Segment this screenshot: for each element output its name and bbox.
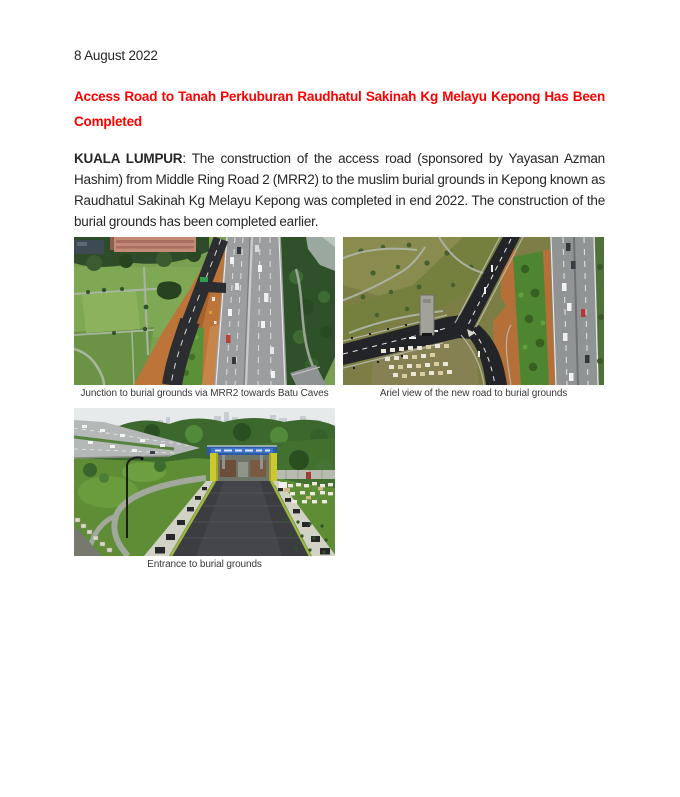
- aerial-new-road-photo-art: [343, 237, 604, 385]
- figure-aerial-new-road: [343, 237, 604, 400]
- article-body-text: : The construction of the access road (sponsored by Yayasan Azman Hashim) from Middle Ring Road 2 (MRR2) to the muslim burial grounds in Kepong known as Raudhatul Sakinah Kg Melayu Kepong was completed in end 2022. The construction of the burial grounds has been completed earlier.: [74, 151, 605, 229]
- figure-entrance: [74, 408, 335, 571]
- junction-mrr2-photo-art: [74, 237, 335, 385]
- figure-grid: [74, 237, 605, 571]
- entrance-photo-art: [74, 408, 335, 556]
- document-page: [74, 49, 605, 571]
- dateline: KUALA LUMPUR: [74, 151, 183, 166]
- document-date: 8 August 2022: [74, 48, 158, 63]
- caption-aerial-new-road: Ariel view of the new road to burial grounds: [379, 388, 568, 399]
- junction-mrr2-photo: [74, 237, 335, 385]
- article-body: [74, 148, 605, 232]
- aerial-new-road-photo: [343, 237, 604, 385]
- caption-entrance: Entrance to burial grounds: [147, 559, 262, 570]
- entrance-photo: [74, 408, 335, 556]
- caption-junction-mrr2: Junction to burial grounds via MRR2 towards Batu Caves: [80, 388, 329, 399]
- figure-junction-mrr2: [74, 237, 335, 400]
- article-title: Access Road to Tanah Perkuburan Raudhatul Sakinah Kg Melayu Kepong Has Been Completed: [74, 89, 605, 129]
